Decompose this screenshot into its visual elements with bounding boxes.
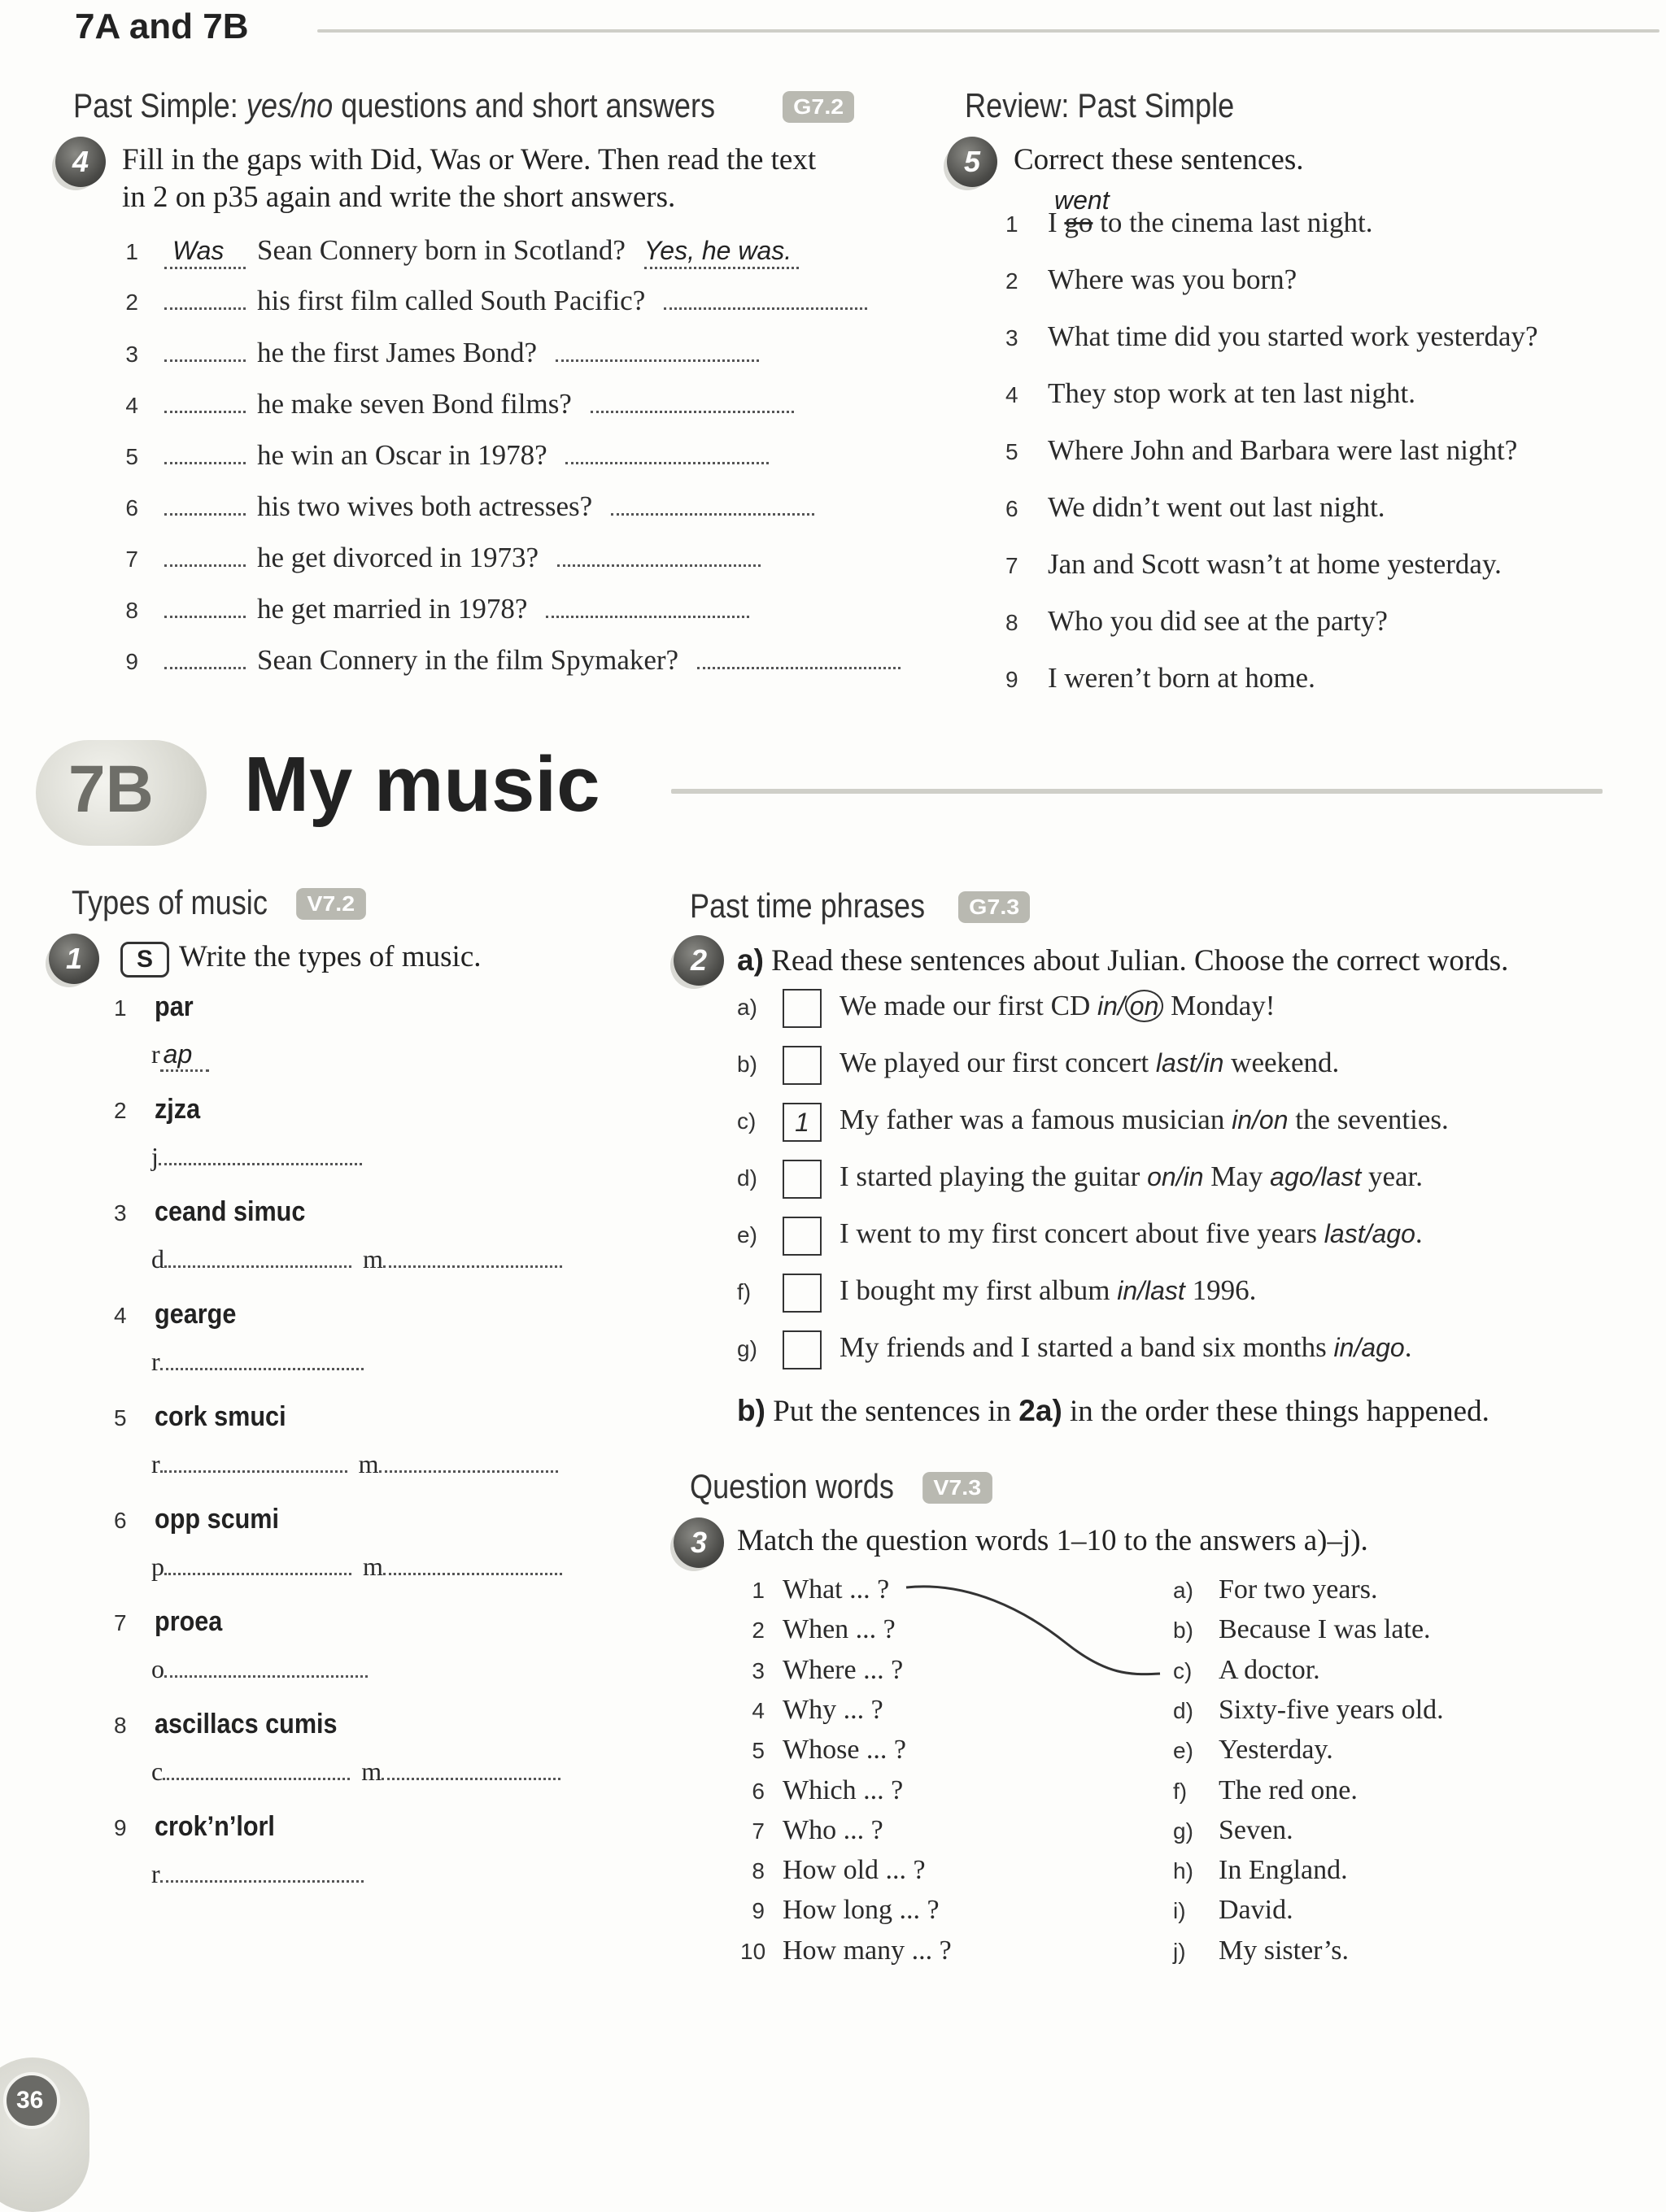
ex4-item-text: he win an Oscar in 1978? (257, 439, 547, 471)
section-7b-title: My music (244, 741, 600, 828)
ex3-answer-text: The red one. (1219, 1775, 1358, 1805)
ex4-answer[interactable] (644, 234, 799, 269)
ex3-answer-text: Sixty-five years old. (1219, 1695, 1444, 1725)
ex2-item-text-post: . (1415, 1217, 1423, 1250)
ex5-item1-post: to the cinema last night. (1092, 207, 1373, 238)
ex3-question-text: Where ... ? (783, 1655, 904, 1685)
ex3-answer (1173, 1775, 1358, 1806)
ex4-ref-badge: G7.2 (783, 91, 854, 123)
ex2-order-box[interactable]: 1 (783, 1103, 822, 1142)
ex5-item1-struck: go (1064, 207, 1093, 238)
ex4-answer[interactable] (591, 407, 794, 413)
ex4-answer[interactable] (664, 303, 867, 310)
ex3-answer (1173, 1855, 1348, 1886)
ex4-instruction (122, 142, 887, 216)
ex1-item-number: 6 (114, 1508, 127, 1533)
ex3-answer-letter: i) (1173, 1898, 1186, 1923)
ex1-scrambled-word: ceand simuc (155, 1196, 306, 1227)
ex3-answer-text: Seven. (1219, 1815, 1293, 1845)
ex2-item-text-pre: I started playing the guitar (840, 1160, 1148, 1193)
ex4-item-text: his two wives both actresses? (257, 490, 593, 522)
ex5-item-number: 3 (1005, 325, 1018, 351)
ex3-answer-letter: e) (1173, 1738, 1193, 1763)
ex3-answer-letter: d) (1173, 1698, 1193, 1723)
ex3-answer (1173, 1574, 1377, 1605)
ex4-gap[interactable] (164, 560, 246, 567)
ex3-question-number: 1 (752, 1578, 765, 1603)
ex2-option-separator: / (1364, 1219, 1372, 1249)
ex1-item (114, 1195, 322, 1228)
ex2-item-text-pre: My father was a famous musician (840, 1104, 1232, 1136)
ex3-answer-letter: j) (1173, 1939, 1186, 1964)
ex2-option-1[interactable]: in (1117, 1276, 1138, 1306)
ex2-item-letter: f) (737, 1279, 752, 1305)
ex2-option-1[interactable]: in (1232, 1105, 1252, 1135)
ex4-gap[interactable] (164, 663, 246, 669)
ex1-item (114, 1708, 358, 1740)
ex2-order-box[interactable] (783, 1330, 822, 1369)
ex4-item-number: 2 (125, 290, 138, 315)
ex2-item-letter: d) (737, 1165, 757, 1191)
ex2-option-2[interactable]: last (1145, 1276, 1185, 1306)
ex5-item-number: 9 (1005, 667, 1018, 692)
ex3-answer (1173, 1936, 1349, 1966)
ex4-item-number: 6 (125, 495, 138, 520)
ex3-question (740, 1775, 903, 1806)
section-7b-rule (671, 789, 1603, 794)
ex5-item-number: 2 (1005, 268, 1018, 294)
ex4-item-number: 5 (125, 444, 138, 469)
ex3-question-number: 2 (752, 1618, 765, 1643)
ex2-option-separator: / (1354, 1333, 1362, 1363)
ex1-item (114, 1503, 293, 1535)
ex5-item-text: What time did you started work yesterday? (1048, 320, 1538, 352)
ex1-scrambled-word: ascillacs cumis (155, 1709, 338, 1740)
ex4-item (114, 593, 749, 625)
ex4-gap[interactable] (164, 303, 246, 310)
ex2-item-letter: e) (737, 1222, 757, 1248)
ex4-answer[interactable] (697, 663, 901, 669)
ex3-question-text: Why ... ? (783, 1695, 883, 1725)
ex1-answer-first-letter: d (151, 1244, 164, 1274)
ex2-instruction-b-label: b) (737, 1394, 765, 1427)
ex1-scrambled-word: opp scumi (155, 1504, 280, 1535)
ex1-scrambled-word: cork smuci (155, 1401, 286, 1432)
ex5-item-number: 6 (1005, 496, 1018, 521)
ex2-option-2[interactable]: on (1258, 1105, 1289, 1135)
ex5-item-text: Where John and Barbara were last night? (1048, 434, 1518, 466)
ex3-question (740, 1614, 896, 1645)
ex2-item-text-post: . (1404, 1331, 1412, 1364)
ex2-option-1[interactable]: last (1155, 1048, 1197, 1078)
ex4-answer[interactable] (546, 612, 749, 618)
ex3-answer-letter: a) (1173, 1578, 1193, 1603)
ex4-answer[interactable] (565, 458, 769, 464)
ex5-item-text: Jan and Scott wasn’t at home yesterday. (1048, 548, 1502, 580)
ex1-answer-line (151, 1757, 560, 1787)
ex2-number-badge: 2 (674, 935, 724, 986)
ex4-item-number: 1 (125, 239, 138, 264)
ex3-answer-letter: b) (1173, 1618, 1193, 1643)
ex1-answer-first-letter: c (151, 1757, 164, 1786)
ex2-item-text-pre: My friends and I started a band six months (840, 1331, 1334, 1364)
ex4-item-number: 4 (125, 393, 138, 418)
page-number: 36 (16, 2087, 44, 2114)
ex5-item-number: 8 (1005, 610, 1018, 635)
ex3-question (740, 1855, 926, 1886)
ex1-scrambled-word: gearge (155, 1299, 237, 1330)
ex4-item-number: 3 (125, 342, 138, 367)
ex4-item-number: 7 (125, 546, 138, 572)
ex4-item-text: his first film called South Pacific? (257, 285, 646, 316)
ex1-item (114, 1605, 230, 1638)
ex3-answer-letter: c) (1173, 1658, 1193, 1683)
ex5-item (1005, 662, 1315, 695)
ex3-answer-letter: h) (1173, 1858, 1193, 1883)
ex1-answer-line (151, 1552, 562, 1582)
ex2-option-1[interactable]: last (1324, 1219, 1365, 1249)
ex1-answer-gap[interactable] (164, 1261, 351, 1268)
ex3-question (740, 1695, 883, 1726)
ex4-answer[interactable] (611, 509, 814, 516)
ex5-item-number: 1 (1005, 211, 1018, 237)
ex3-answer (1173, 1735, 1333, 1766)
ex4-answer-fill: Yes, he was. (643, 236, 792, 265)
ex1-answer-gap-2[interactable] (379, 1466, 558, 1473)
ex3-question-number: 6 (752, 1779, 765, 1804)
ex1-answer-first-letter: j (151, 1142, 159, 1171)
ex4-number-badge: 4 (55, 137, 106, 187)
ex3-question (740, 1936, 952, 1966)
ex4-item (114, 644, 901, 677)
ex3-match-line (903, 1578, 1163, 1692)
ex3-question-number: 5 (752, 1738, 765, 1763)
ex2-instruction-b (737, 1392, 1489, 1430)
ex3-heading: Question words (690, 1467, 894, 1505)
ex2-item-letter: c) (737, 1108, 757, 1134)
ex1-answer-first-letter: r (151, 1347, 160, 1376)
ex4-answer[interactable] (556, 355, 759, 362)
ex2-option-1[interactable]: in (1097, 991, 1118, 1021)
ex3-question (740, 1655, 903, 1686)
ex1-answer-gap[interactable] (160, 1876, 364, 1883)
ex2-item-text-post: Monday! (1163, 990, 1276, 1022)
ex2-item-text-pre: We made our first CD (840, 990, 1097, 1022)
ex4-item-text: he get divorced in 1973? (257, 542, 539, 573)
ex5-item (1005, 320, 1538, 353)
ex4-item (114, 439, 769, 472)
ex3-answer-letter: g) (1173, 1818, 1193, 1844)
ex4-item (114, 542, 761, 574)
ex3-question-text: Who ... ? (783, 1815, 883, 1845)
ex3-question-text: When ... ? (783, 1614, 896, 1644)
ex3-question-number: 4 (752, 1698, 765, 1723)
ex1-item-number: 5 (114, 1405, 127, 1430)
ex3-answer (1173, 1815, 1293, 1846)
ex5-item (1005, 207, 1373, 239)
ex4-item (114, 388, 794, 420)
ex5-item-text: I weren’t born at home. (1048, 662, 1315, 694)
ex2-order-box[interactable] (783, 989, 822, 1028)
ex5-item-number: 4 (1005, 382, 1018, 407)
ex1-number-badge: 1 (49, 934, 99, 984)
ex2-order-box[interactable] (783, 1160, 822, 1199)
ex2-option-2[interactable]: ago/last (1270, 1162, 1362, 1192)
ex4-answer[interactable] (557, 560, 761, 567)
ex1-scrambled-word: crok’n’lorl (155, 1811, 275, 1842)
ex1-answer-first-letter: r (151, 1859, 160, 1888)
ex3-answer-text: In England. (1219, 1855, 1348, 1885)
ex1-answer-gap[interactable] (160, 1364, 364, 1370)
ex1-answer-gap[interactable] (159, 1159, 362, 1165)
ex1-item-number: 1 (114, 995, 127, 1021)
ex1-answer-line (151, 1244, 562, 1274)
ex1-answer-line (151, 1347, 364, 1377)
ex2-option-2[interactable]: on (1125, 990, 1164, 1022)
ex2-ref-badge: G7.3 (958, 891, 1030, 923)
ex1-answer-gap[interactable] (164, 1671, 368, 1678)
ex2-option-separator: May (1203, 1160, 1271, 1193)
ex3-answer-text: Because I was late. (1219, 1614, 1431, 1644)
ex1-answer-second-letter: m (363, 1244, 383, 1274)
ex2-heading: Past time phrases (690, 886, 926, 925)
ex4-item (114, 285, 867, 317)
ex2-order-box[interactable] (783, 1274, 822, 1313)
ex3-answer (1173, 1895, 1293, 1926)
ex3-answer-text: Yesterday. (1219, 1735, 1333, 1765)
ex2-option-2[interactable]: ago (1361, 1333, 1405, 1363)
ex4-heading: Past Simple: yes/no questions and short answers (73, 86, 716, 124)
ex2-item (737, 1103, 1449, 1142)
ex4-item (114, 234, 799, 269)
ex3-answer-text: A doctor. (1219, 1655, 1320, 1685)
ex2-option-1[interactable]: in (1333, 1333, 1354, 1363)
ex1-item (114, 1810, 288, 1843)
ex4-gap[interactable] (164, 355, 246, 362)
ex1-item (114, 1093, 205, 1126)
ex1-item-number: 3 (114, 1200, 127, 1226)
ex3-instruction: Match the question words 1–10 to the answers a)–j). (737, 1524, 1368, 1557)
ex1-scrambled-word: proea (155, 1606, 223, 1637)
ex1-item-number: 4 (114, 1303, 127, 1328)
ex2-instruction-b-pre: Put the sentences in (773, 1395, 1019, 1428)
ex3-question-text: Which ... ? (783, 1775, 904, 1805)
ex4-instruction-line1: Fill in the gaps with Did, Was or Were. Then read the text (122, 143, 817, 176)
ex2-item (737, 1160, 1423, 1199)
ex2-item (737, 1217, 1423, 1256)
ex3-ref-badge: V7.3 (922, 1472, 992, 1504)
ex4-item-text: he make seven Bond films? (257, 388, 572, 420)
ex2-item-text-pre: I went to my first concert about five years (840, 1217, 1324, 1250)
ex1-answer-second-letter: m (363, 1552, 383, 1581)
ex1-answer-line (151, 1039, 209, 1072)
ex3-question-text: Whose ... ? (783, 1735, 907, 1765)
ex1-item-number: 7 (114, 1610, 127, 1635)
ex2-item-text-post: year. (1361, 1160, 1424, 1193)
ex1-instruction: Write the types of music. (179, 940, 482, 973)
ex4-gap-fill: Was (172, 236, 225, 265)
ex3-question-number: 7 (752, 1818, 765, 1844)
ex2-instruction-a-text: Read these sentences about Julian. Choose the correct words. (771, 944, 1509, 978)
ex4-gap[interactable] (164, 612, 246, 618)
ex3-answer-text: For two years. (1219, 1574, 1378, 1605)
ex3-question-text: How long ... ? (783, 1895, 940, 1925)
ex1-s-label: S (120, 942, 169, 978)
ex2-order-box[interactable] (783, 1046, 822, 1085)
ex5-item (1005, 605, 1388, 638)
ex3-answer-text: My sister’s. (1219, 1936, 1349, 1966)
ex1-answer-first-letter: r (151, 1449, 160, 1478)
ex4-item-number: 8 (125, 598, 138, 623)
ex2-item (737, 989, 1275, 1028)
ex4-item-text: Sean Connery born in Scotland? (257, 234, 626, 266)
ex2-item-letter: a) (737, 995, 757, 1021)
section-7b-code: 7B (68, 752, 154, 826)
ex2-option-2[interactable]: ago (1372, 1219, 1415, 1249)
ex3-question-number: 8 (752, 1858, 765, 1883)
ex2-option-separator: / (1137, 1276, 1145, 1306)
ex2-option-separator: / (1196, 1048, 1204, 1078)
ex4-item-text: he the first James Bond? (257, 337, 538, 368)
ex1-answer-line (151, 1859, 364, 1889)
ex1-item-number: 8 (114, 1713, 127, 1738)
ex3-question-text: What ... ? (783, 1574, 890, 1605)
ex5-item-number: 5 (1005, 439, 1018, 464)
ex5-item-text: We didn’t went out last night. (1048, 491, 1385, 523)
ex1-answer-line (151, 1654, 368, 1684)
ex4-item-number: 9 (125, 649, 138, 674)
ex3-question (740, 1815, 883, 1846)
ex2-item-text-pre: We played our first concert (840, 1047, 1156, 1079)
ex5-item (1005, 548, 1502, 581)
ex4-instruction-line2: in 2 on p35 again and write the short answers. (122, 181, 676, 214)
ex2-item (737, 1046, 1339, 1085)
ex1-answer-gap[interactable] (160, 1039, 209, 1072)
ex5-handwritten-correction: went (1054, 185, 1110, 215)
ex5-number-badge: 5 (947, 137, 997, 187)
ex3-question-text: How old ... ? (783, 1855, 926, 1885)
ex1-scrambled-word: zjza (155, 1094, 201, 1125)
ex3-question-text: How many ... ? (783, 1936, 952, 1966)
ex1-item (114, 1298, 246, 1330)
ex5-item (1005, 491, 1385, 524)
ex2-item-letter: b) (737, 1052, 757, 1078)
ex1-answer-gap[interactable] (164, 1569, 351, 1575)
ex1-answer-gap[interactable] (163, 1774, 350, 1780)
ex2-instruction-b-ref: 2a) (1018, 1394, 1062, 1427)
ex1-item-number: 2 (114, 1098, 127, 1123)
page-header-title: 7A and 7B (75, 7, 249, 46)
ex2-option-separator: / (1252, 1105, 1259, 1135)
header-rule (317, 29, 1659, 33)
ex2-item-text-pre: I bought my first album (840, 1274, 1118, 1307)
ex3-answer (1173, 1614, 1431, 1645)
ex3-question-number: 3 (752, 1658, 765, 1683)
ex3-answer (1173, 1655, 1320, 1686)
ex3-answer-text: David. (1219, 1895, 1293, 1925)
ex5-instruction: Correct these sentences. (1014, 143, 1304, 176)
ex3-answer-letter: f) (1173, 1779, 1188, 1804)
ex1-answer-fill: ap (163, 1039, 193, 1069)
ex1-answer-gap-2[interactable] (383, 1569, 562, 1575)
ex3-question (740, 1574, 889, 1605)
ex2-option-2[interactable]: in (1203, 1048, 1224, 1078)
ex5-item-number: 7 (1005, 553, 1018, 578)
ex2-item-text-post: the seventies. (1288, 1104, 1449, 1136)
ex1-item (114, 1400, 301, 1433)
ex4-gap[interactable] (164, 234, 246, 269)
ex1-heading: Types of music (72, 883, 268, 921)
ex1-answer-line (151, 1142, 362, 1172)
ex3-answer (1173, 1695, 1444, 1726)
ex1-answer-first-letter: o (151, 1654, 164, 1683)
ex2-instruction-a-label: a) (737, 943, 764, 977)
ex2-order-box[interactable] (783, 1217, 822, 1256)
ex1-answer-gap-2[interactable] (383, 1261, 562, 1268)
ex5-heading: Review: Past Simple (965, 86, 1235, 124)
ex3-question-number: 9 (752, 1898, 765, 1923)
ex5-item-text: Where was you born? (1048, 263, 1297, 295)
ex5-item (1005, 377, 1415, 410)
ex4-item (114, 490, 814, 523)
ex5-item-text: They stop work at ten last night. (1048, 377, 1416, 409)
ex1-item-number: 9 (114, 1815, 127, 1840)
ex1-scrambled-word: par (155, 991, 194, 1022)
ex4-item (114, 337, 759, 369)
ex4-item-text: Sean Connery in the film Spymaker? (257, 644, 679, 676)
ex2-option-1[interactable]: on/in (1147, 1162, 1204, 1192)
ex2-item-text-post: weekend. (1223, 1047, 1340, 1079)
ex2-item (737, 1330, 1411, 1369)
ex1-answer-gap[interactable] (160, 1466, 347, 1473)
ex1-answer-second-letter: m (361, 1757, 382, 1786)
ex3-number-badge: 3 (674, 1517, 724, 1568)
ex4-gap[interactable] (164, 458, 246, 464)
ex1-answer-first-letter: r (151, 1039, 160, 1069)
ex2-instruction-b-post: in the order these things happened. (1062, 1395, 1489, 1428)
ex1-answer-first-letter: p (151, 1552, 164, 1581)
ex5-item (1005, 263, 1297, 296)
ex5-item-text: Who you did see at the party? (1048, 605, 1388, 637)
ex3-question (740, 1895, 940, 1926)
ex1-answer-gap-2[interactable] (382, 1774, 560, 1780)
ex3-question-number: 10 (740, 1939, 766, 1964)
ex1-ref-badge: V7.2 (296, 888, 365, 920)
ex4-gap[interactable] (164, 509, 246, 516)
ex4-gap[interactable] (164, 407, 246, 413)
ex2-item-letter: g) (737, 1336, 757, 1362)
ex2-item-text-post: 1996. (1184, 1274, 1257, 1307)
ex3-question (740, 1735, 906, 1766)
ex1-answer-second-letter: m (358, 1449, 379, 1478)
ex1-answer-line (151, 1449, 558, 1479)
ex2-item (737, 1274, 1256, 1313)
ex5-item1-pre: I (1048, 207, 1065, 238)
ex1-item (114, 991, 198, 1023)
ex2-instruction-a (737, 942, 1508, 980)
ex4-item-text: he get married in 1978? (257, 593, 528, 625)
ex5-item (1005, 434, 1517, 467)
ex2-option-separator: / (1117, 991, 1125, 1021)
